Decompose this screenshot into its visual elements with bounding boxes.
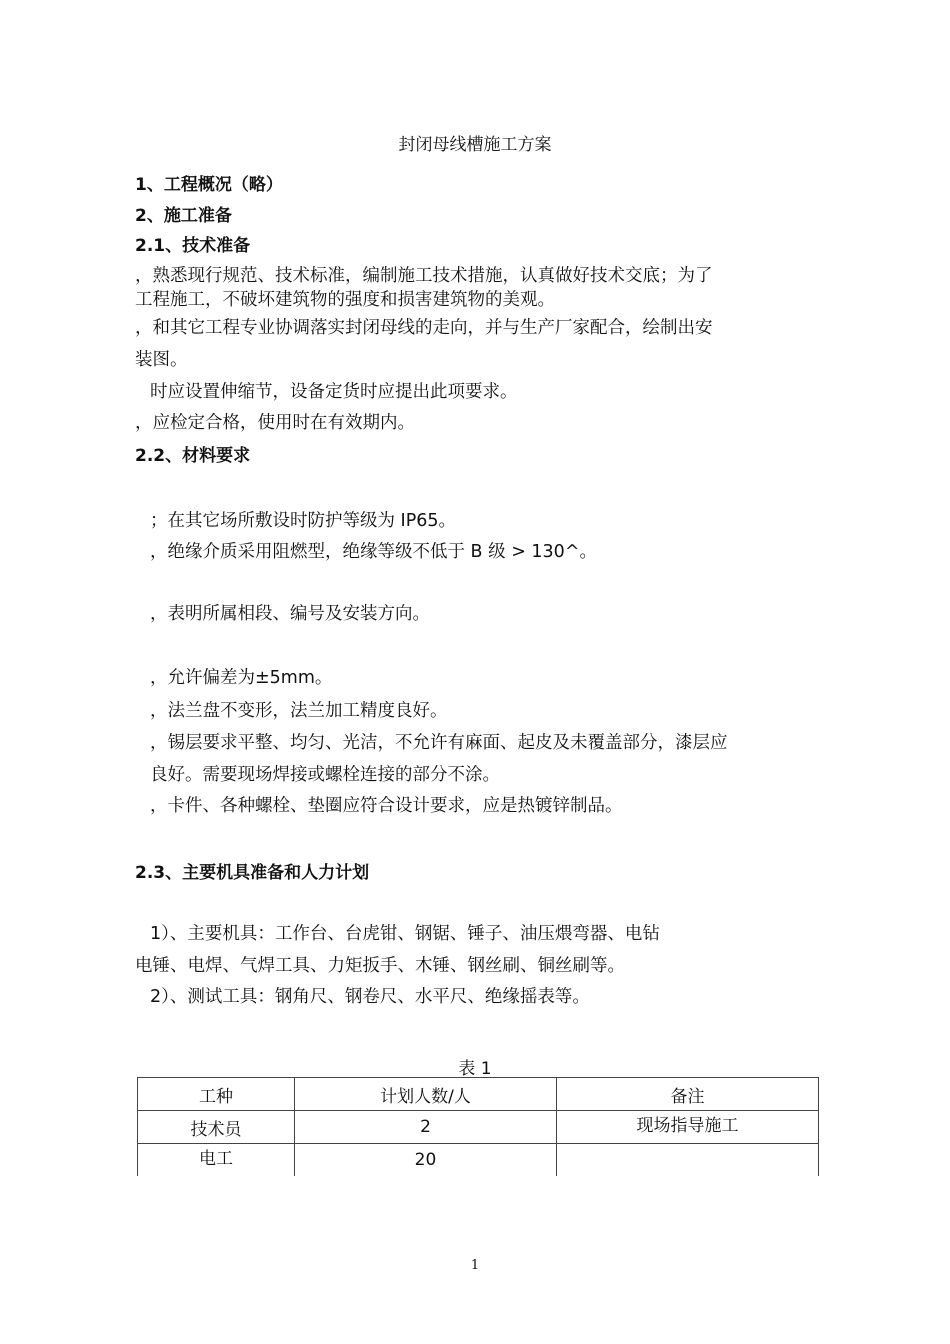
- table-header-cell: 备注: [557, 1078, 819, 1111]
- paragraph-line: 1）、主要机具：工作台、台虎钳、钢锯、锤子、油压煨弯器、电钻: [150, 924, 660, 944]
- paragraph-line: ，卡件、各种螺栓、垫圈应符合设计要求，应是热镀锌制品。: [150, 796, 623, 816]
- table-row: [138, 1144, 819, 1176]
- table-header-row: [138, 1078, 819, 1111]
- paragraph-line: 时应设置伸缩节，设备定货时应提出此项要求。: [150, 382, 518, 402]
- table-header-cell: 工种: [138, 1078, 295, 1111]
- paragraph-line: ，锡层要求平整、均匀、光洁，不允许有麻面、起皮及未覆盖部分，漆层应: [150, 733, 728, 753]
- paragraph-line: ，法兰盘不变形，法兰加工精度良好。: [150, 701, 448, 721]
- paragraph-line: ，和其它工程专业协调落实封闭母线的走向，并与生产厂家配合，绘制出安: [135, 318, 713, 338]
- page-number: 1: [470, 1258, 480, 1273]
- paragraph-line: 良好。需要现场焊接或螺栓连接的部分不涂。: [150, 765, 500, 785]
- section-heading-1: 1、工程概况（略）: [135, 175, 283, 195]
- paragraph-line: ，允许偏差为±5mm。: [150, 668, 333, 688]
- table-cell: 20: [295, 1144, 557, 1176]
- paragraph-line: ，表明所属相段、编号及安装方向。: [150, 604, 430, 624]
- table-cell: 现场指导施工: [557, 1111, 819, 1144]
- staffing-table: [137, 1077, 819, 1176]
- paragraph-line: 装图。: [135, 350, 188, 370]
- section-heading-2: 2、施工准备: [135, 206, 232, 226]
- section-heading-2-1: 2.1、技术准备: [135, 236, 251, 256]
- table-cell: 电工: [138, 1144, 295, 1176]
- table-header-cell: 计划人数/人: [295, 1078, 557, 1111]
- paragraph-line: ，熟悉现行规范、技术标准，编制施工技术措施，认真做好技术交底；为了: [135, 266, 713, 286]
- table-cell: [557, 1144, 819, 1176]
- section-heading-2-3: 2.3、主要机具准备和人力计划: [135, 863, 370, 883]
- table-cell: 技术员: [138, 1111, 295, 1144]
- paragraph-line: ，绝缘介质采用阻燃型，绝缘等级不低于 B 级 > 130^。: [150, 542, 597, 562]
- paragraph-line: ，应检定合格，使用时在有效期内。: [135, 413, 415, 433]
- table-caption: 表 1: [458, 1059, 492, 1079]
- paragraph-line: ；在其它场所敷设时防护等级为 IP65。: [150, 511, 457, 531]
- paragraph-line: 2）、测试工具：钢角尺、钢卷尺、水平尺、绝缘摇表等。: [150, 987, 590, 1007]
- table-row: [138, 1111, 819, 1144]
- document-title: 封闭母线槽施工方案: [398, 135, 552, 155]
- paragraph-line: 工程施工，不破坏建筑物的强度和损害建筑物的美观。: [135, 290, 555, 310]
- section-heading-2-2: 2.2、材料要求: [135, 446, 251, 466]
- table-cell: 2: [295, 1111, 557, 1144]
- paragraph-line: 电锤、电焊、气焊工具、力矩扳手、木锤、钢丝刷、铜丝刷等。: [135, 956, 625, 976]
